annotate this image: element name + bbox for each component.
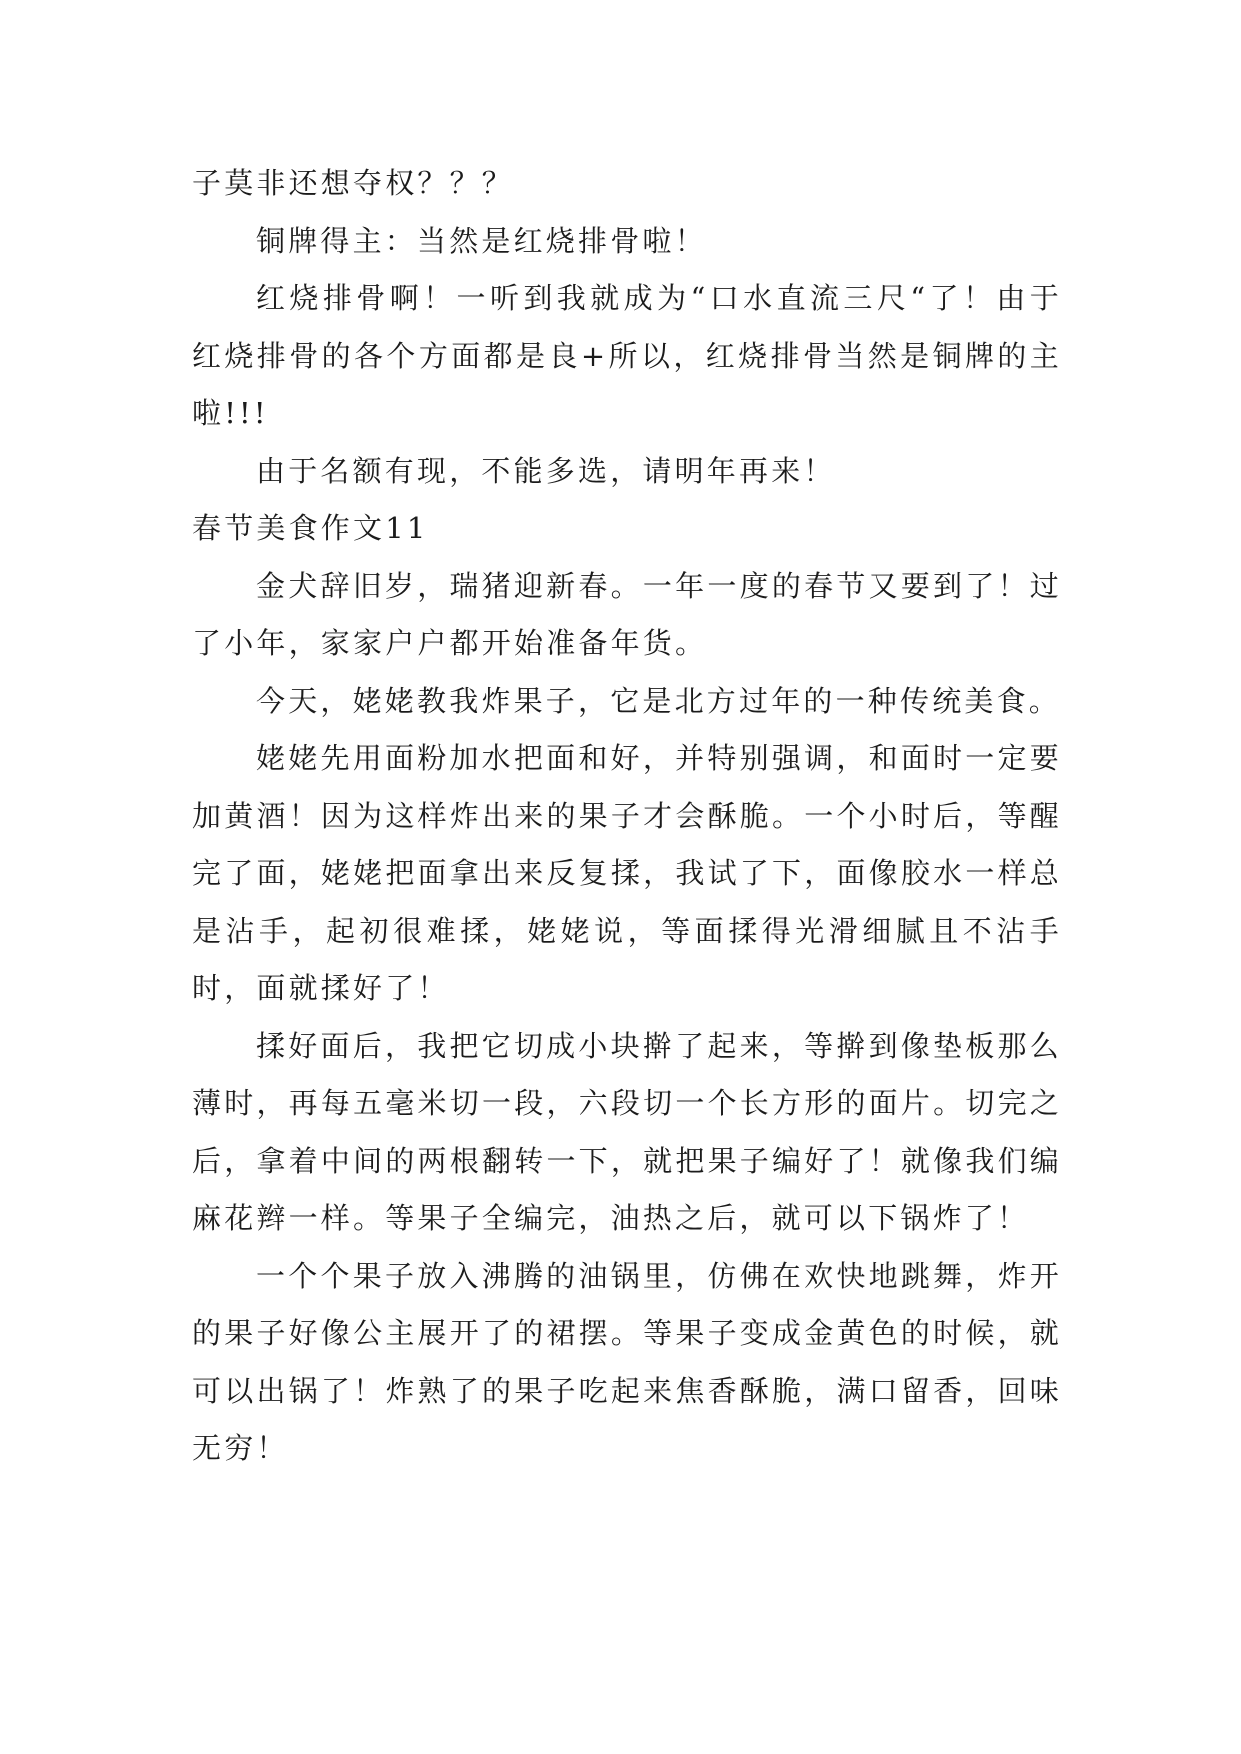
paragraph: 今天，姥姥教我炸果子，它是北方过年的一种传统美食。 bbox=[256, 683, 1062, 718]
paragraph: 金犬辞旧岁，瑞猪迎新春。一年一度的春节又要到了！过了小年，家家户户都开始准备年货。 bbox=[192, 568, 1062, 660]
paragraph: 红烧排骨啊！一听到我就成为“口水直流三尺“了！由于红烧排骨的各个方面都是良+所以，红烧排骨当然是铜牌的主啦!!! bbox=[192, 281, 1062, 430]
paragraph: 揉好面后，我把它切成小块擀了起来，等擀到像垫板那么薄时，再每五毫米切一段，六段切一个长方形的面片。切完之后，拿着中间的两根翻转一下，就把果子编好了！就像我们编麻花辫一样。等果子全编完，油热之后，就可以下锅炸了！ bbox=[192, 1028, 1062, 1235]
paragraph: 由于名额有现，不能多选，请明年再来！ bbox=[256, 453, 836, 488]
paragraph: 一个个果子放入沸腾的油锅里，仿佛在欢快地跳舞，炸开的果子好像公主展开了的裙摆。等果子变成金黄色的时候，就可以出锅了！炸熟了的果子吃起来焦香酥脆，满口留香，回味无穷！ bbox=[192, 1258, 1062, 1465]
document-body bbox=[192, 155, 1062, 1478]
paragraph: 子莫非还想夺权？？？ bbox=[192, 166, 515, 200]
paragraph: 姥姥先用面粉加水把面和好，并特别强调，和面时一定要加黄酒！因为这样炸出来的果子才会酥脆。一个小时后，等醒完了面，姥姥把面拿出来反复揉，我试了下，面像胶水一样总是沾手，起初很难揉，姥姥说，等面揉得光滑细腻且不沾手时，面就揉好了！ bbox=[192, 741, 1062, 1005]
paragraph: 铜牌得主：当然是红烧排骨啦！ bbox=[256, 223, 707, 258]
section-title: 春节美食作文11 bbox=[192, 511, 429, 545]
